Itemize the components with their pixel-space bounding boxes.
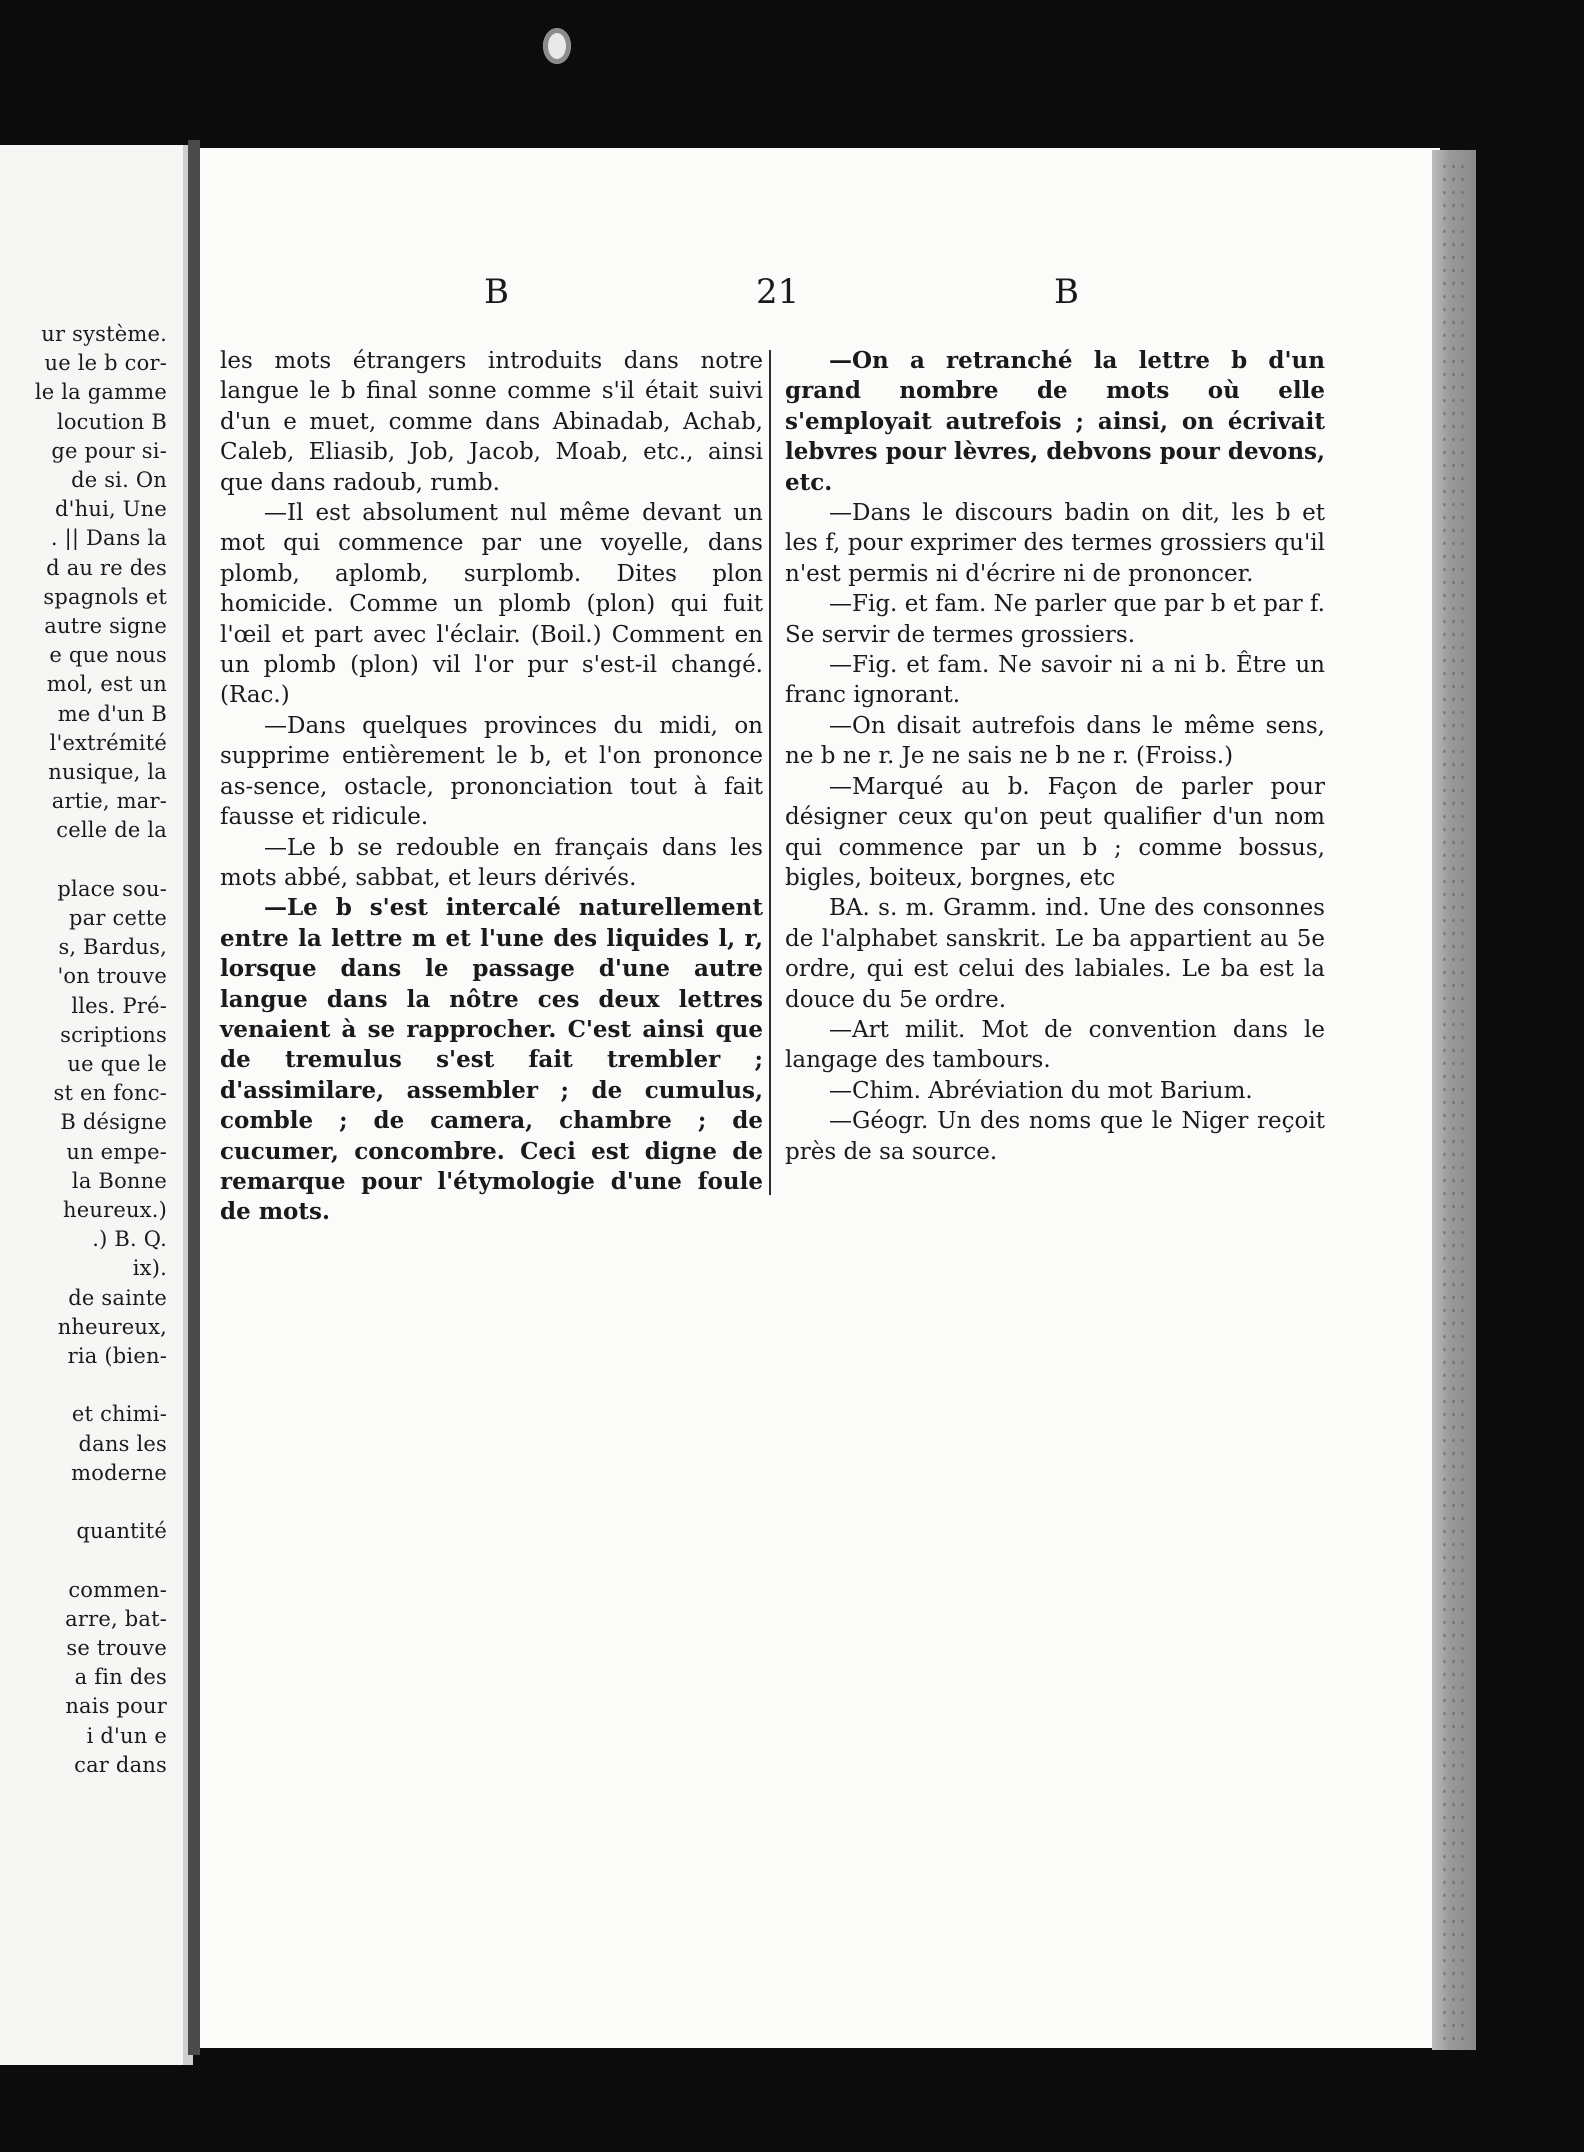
facing-page-line: ria (bien-: [67, 1344, 167, 1368]
running-head-left: B: [484, 272, 509, 312]
facing-page-line: autre signe: [44, 614, 167, 638]
facing-page-line: a fin des: [74, 1665, 167, 1690]
facing-page-line: par cette: [69, 906, 167, 930]
facing-page-line: d au re des: [46, 555, 167, 580]
facing-page-line: ix).: [132, 1256, 167, 1281]
facing-page-line: mol, est un: [46, 672, 167, 697]
facing-page-line: car dans: [74, 1752, 167, 1777]
facing-page-line: nais pour: [65, 1694, 167, 1719]
facing-page-line: e que nous: [49, 643, 167, 668]
facing-page-line: heureux.): [63, 1198, 167, 1222]
facing-page-line: B désigne: [60, 1110, 167, 1135]
facing-page-fragment: [0, 145, 193, 2065]
page-number: 21: [756, 272, 800, 312]
facing-page-line: ue que le: [67, 1052, 167, 1076]
facing-page-line: ue le b cor-: [44, 351, 167, 376]
book-gutter: [188, 140, 200, 2055]
column-rule: [769, 350, 771, 1195]
facing-page-line: la Bonne: [71, 1168, 167, 1193]
facing-page-line: me d'un B: [57, 701, 167, 726]
facing-page-line: i d'un e: [86, 1723, 167, 1748]
facing-page-line: nusique, la: [48, 760, 167, 784]
facing-page-line: de si. On: [71, 468, 167, 492]
facing-page-line: celle de la: [56, 818, 167, 843]
right-column: [785, 346, 1325, 1167]
facing-page-line: 'on trouve: [57, 964, 167, 989]
paragraph: —Fig. et fam. Ne savoir ni a ni b. Être un franc ignorant.: [785, 652, 1325, 709]
facing-page-line: artie, mar-: [51, 789, 167, 814]
facing-page-line: s, Bardus,: [58, 935, 167, 960]
page-edge-texture: [1440, 160, 1470, 2040]
facing-page-line: st en fonc-: [53, 1081, 167, 1106]
paragraph: —Art milit. Mot de convention dans le langage des tambours.: [785, 1016, 1325, 1074]
facing-page-line: place sou-: [57, 876, 167, 901]
paragraph: —Il est absolument nul même devant un mot qui commence par une voyelle, dans plomb, aplomb, surplomb. Dites plon homicide. Comme un plomb (plon) qui fuit l'œil et part avec l'éclair. (Boil.) Comment en un plomb (plon) vil l'or pur s'est-il changé. (Rac.): [220, 500, 763, 709]
entry-paragraph: BA. s. m. Gramm. ind. Une des consonnes de l'alphabet sanskrit. Le ba appartient au 5e ordre, qui est celui des labiales. Le ba est la douce du 5e ordre.: [785, 895, 1325, 1013]
facing-page-line: ur système.: [41, 322, 167, 346]
paragraph: —Le b se redouble en français dans les mots abbé, sabbat, et leurs dérivés.: [220, 834, 763, 891]
paragraph: —On disait autrefois dans le même sens, ne b ne r. Je ne sais ne b ne r. (Froiss.): [785, 712, 1325, 770]
paragraph: —Géogr. Un des noms que le Niger reçoit près de sa source.: [785, 1108, 1325, 1165]
left-column: [220, 346, 763, 1228]
facing-page-line: et chimi-: [71, 1402, 167, 1427]
facing-page-line: .) B. Q.: [92, 1227, 167, 1252]
facing-page-line: ge pour si-: [51, 438, 167, 463]
facing-page-line: arre, bat-: [65, 1606, 167, 1631]
facing-page-line: lles. Pré-: [71, 993, 167, 1018]
facing-page-line: spagnols et: [43, 584, 167, 609]
facing-page-line: le la gamme: [34, 380, 167, 405]
paragraph: —Dans quelques provinces du midi, on supprime entièrement le b, et l'on prononce as-sence, ostacle, prononciation tout à fait fausse et ridicule.: [220, 712, 763, 831]
facing-page-line: nheureux,: [57, 1314, 167, 1339]
paragraph: —Chim. Abréviation du mot Barium.: [829, 1077, 1253, 1104]
paragraph: —Dans le discours badin on dit, les b et les f, pour exprimer des termes grossiers qu'il n'est permis ni d'écrire ni de prononcer.: [785, 500, 1325, 587]
binding-hole: [543, 28, 571, 64]
facing-page-line: scriptions: [60, 1022, 167, 1047]
facing-page-line: d'hui, Une: [55, 497, 167, 522]
facing-page-line: moderne: [71, 1460, 167, 1485]
facing-page-line: commen-: [68, 1577, 167, 1602]
paragraph: —Le b s'est intercalé naturellement entre la lettre m et l'une des liquides l, r, lorsque dans le passage d'une autre langue dans la nôtre ces deux lettres venaient à se rapprocher. C'est ainsi que de tremulus s'est fait trembler ; d'assimilare, assembler ; de cumulus, comble ; de camera, chambre ; de cucumer, concombre. Ceci est digne de remarque pour l'étymologie d'une foule de mots.: [220, 894, 763, 1226]
facing-page-line: . || Dans la: [50, 526, 167, 551]
paragraph: —Marqué au b. Façon de parler pour désigner ceux qu'on peut qualifier d'un nom qui commence par un b ; comme bossus, bigles, boiteux, borgnes, etc: [785, 773, 1325, 891]
facing-page-line: un empe-: [66, 1139, 167, 1164]
paragraph: —Fig. et fam. Ne parler que par b et par f. Se servir de termes grossiers.: [785, 591, 1325, 648]
facing-page-line: l'extrémité: [49, 730, 167, 755]
paragraph: —On a retranché la lettre b d'un grand nombre de mots où elle s'employait autrefois ; ainsi, on écrivait lebvres pour lèvres, debvons pour devons, etc.: [785, 347, 1325, 496]
facing-page-line: se trouve: [66, 1636, 167, 1660]
paragraph: les mots étrangers introduits dans notre langue le b final sonne comme s'il était suivi d'un e muet, comme dans Abinadab, Achab, Caleb, Eliasib, Job, Jacob, Moab, etc., ainsi que dans radoub, rumb.: [220, 348, 763, 496]
facing-page-line: locution B: [56, 409, 167, 434]
facing-page-line: dans les: [78, 1431, 167, 1456]
facing-page-line: de sainte: [68, 1285, 167, 1310]
running-head-right: B: [1054, 272, 1079, 312]
facing-page-line: quantité: [76, 1519, 167, 1544]
